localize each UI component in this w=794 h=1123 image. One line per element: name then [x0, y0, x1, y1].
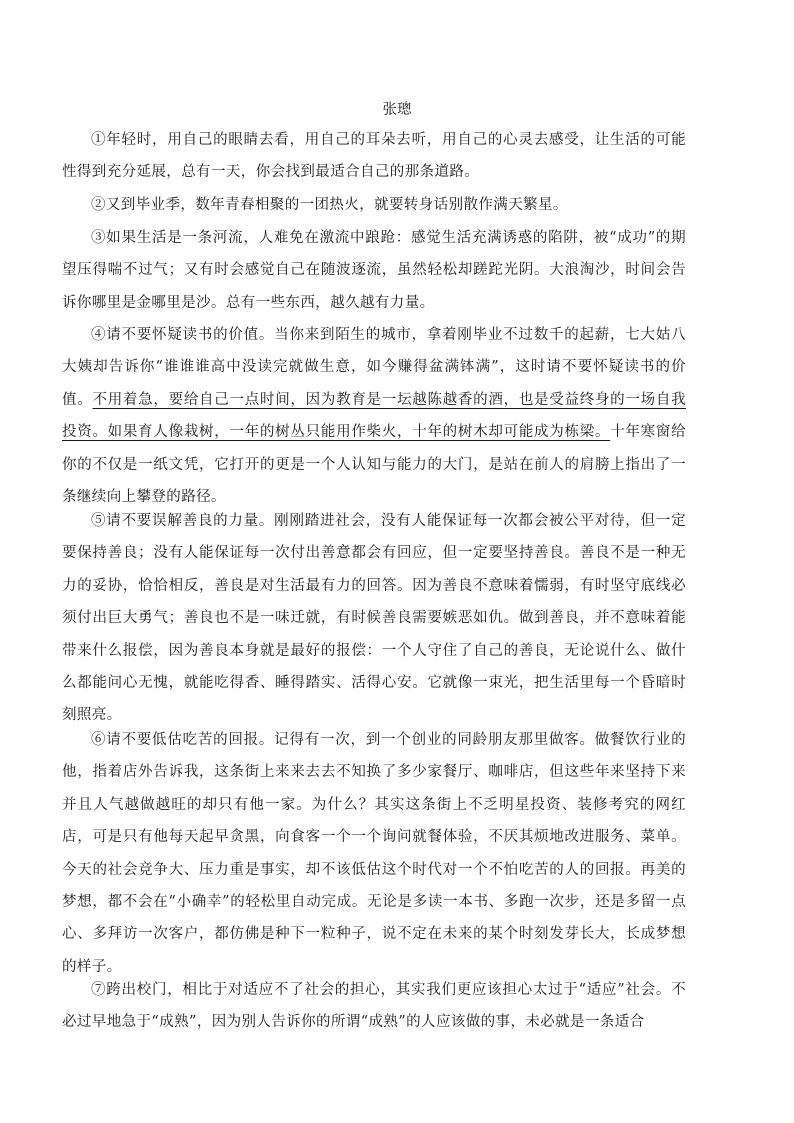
- paragraph-3: ③如果生活是一条河流，人难免在激流中踉跄：感觉生活充满诱惑的陷阱，被“成功”的期望压得喘不过气；又有时会感觉自己在随波逐流，虽然轻松却蹉跎光阴。大浪淘沙，时间会告诉你哪里是金哪里是沙。总有一些东西，越久越有力量。: [62, 230, 686, 311]
- paragraph-4-conclusion: 十年寒窗给你的不仅是一纸文凭，它打开的更是一个人认知与能力的大门，是站在前人的肩膀上指出了一条继续向上攀登的路径。: [62, 424, 686, 506]
- paragraph-2: ②又到毕业季，数年青春相聚的一团热火，就要转身话别散作满天繁星。: [91, 197, 568, 213]
- author-name: 张璁: [382, 102, 412, 118]
- paragraph-4-underlined-sentence: 不用着急，要给自己一点时间，因为教育是一坛越陈越香的酒，也是受益终身的一场自我投资。如果育人像栽树，一年的树丛只能用作柴火，十年的树木却可能成为栋梁。: [62, 391, 686, 441]
- paragraph-6: ⑥请不要低估吃苦的回报。记得有一次，到一个创业的同龄朋友那里做客。做餐饮行业的他，指着店外告诉我，这条街上来来去去不知换了多少家餐厅、咖啡店，但这些年来坚持下来并且人气越做越旺的却只有他一家。为什么？其实这条街上不乏明星投资、装修考究的网红店，可是只有他每天起早贪黑，向食客一个一个询问就餐体验，不厌其烦地改进服务、菜单。今天的社会竞争大、压力重是事实，却不该低估这个时代对一个不怕吃苦的人的回报。再美的梦想，都不会在“小确幸”的轻松里自动完成。无论是多读一本书、多跑一次步，还是多留一点心、多拜访一次客户，都仿佛是种下一粒种子，说不定在未来的某个时刻发芽长大，长成梦想的样子。: [62, 732, 686, 975]
- paragraph-4-intro: ④请不要怀疑读书的价值。当你来到陌生的城市，拿着刚毕业不过数千的起薪，七大姑八大姨却告诉你“谁谁谁高中没读完就做生意，如今赚得盆满钵满”，这时请不要怀疑读书的价值。: [62, 327, 686, 408]
- paragraph-7: ⑦跨出校门，相比于对适应不了社会的担心，其实我们更应该担心太过于“适应”社会。不必过早地急于“成熟”，因为别人告诉你的所谓“成熟”的人应该做的事，未必就是一条适合: [62, 982, 686, 1031]
- paragraph-4: [62, 319, 686, 513]
- paragraph-5: ⑤请不要误解善良的力量。刚刚踏进社会，没有人能保证每一次都会被公平对待，但一定要保持善良；没有人能保证每一次付出善意都会有回应，但一定要坚持善良。善良不是一种无力的妥协，恰恰相反，善良是对生活最有力的回答。因为善良不意味着懦弱，有时坚守底线必须付出巨大勇气；善良也不是一味迁就，有时候善良需要嫉恶如仇。做到善良，并不意味着能带来什么报偿，因为善良本身就是最好的报偿：一个人守住了自己的善良，无论说什么、做什么都能问心无愧，就能吃得香、睡得踏实、活得心安。它就像一束光，把生活里每一个昏暗时刻照亮。: [62, 513, 686, 724]
- paragraph-1: ①年轻时，用自己的眼睛去看，用自己的耳朵去听，用自己的心灵去感受，让生活的可能性得到充分延展，总有一天，你会找到最适合自己的那条道路。: [62, 132, 686, 181]
